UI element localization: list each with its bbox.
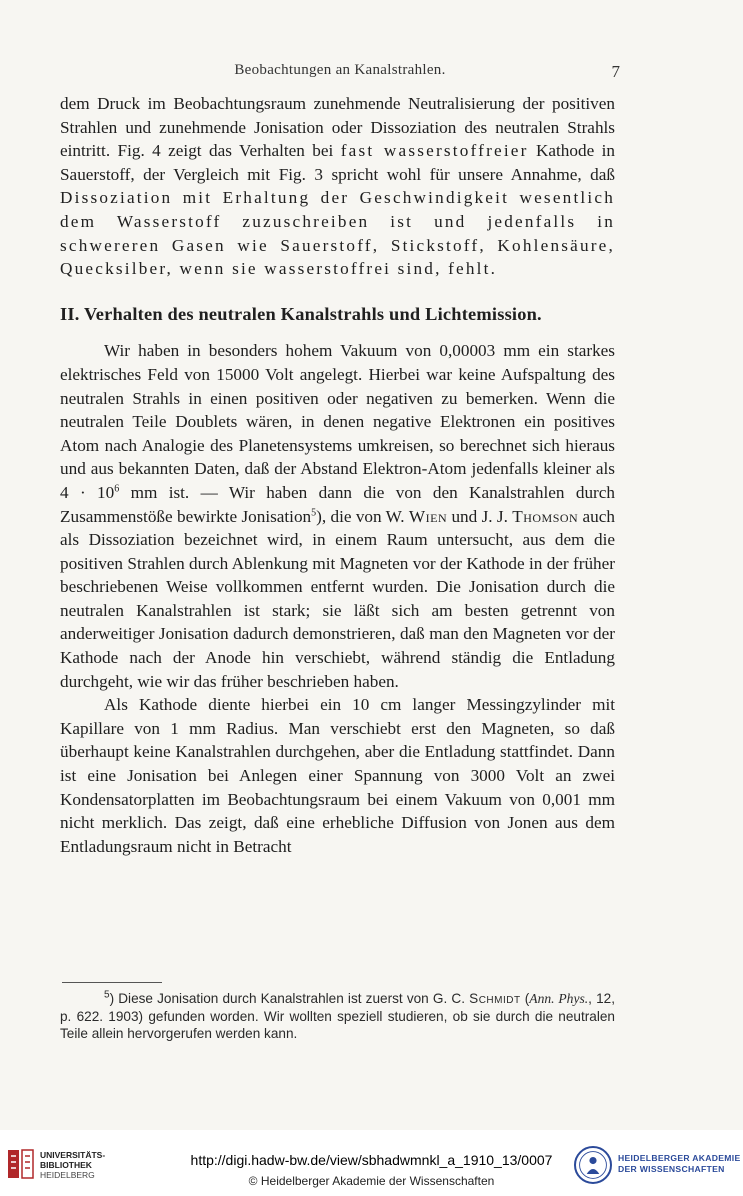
paragraph-2-text-d: und J. J. <box>447 506 513 526</box>
footnote-journal: Ann. Phys. <box>529 991 589 1006</box>
paragraph-1 <box>60 92 615 281</box>
footnote-reference[interactable]: 5 <box>311 506 317 518</box>
academy-logo[interactable] <box>574 1146 742 1186</box>
library-logo-line-2: BIBLIOTHEK <box>40 1160 92 1170</box>
copyright-notice: © Heidelberger Akademie der Wissenschaften <box>248 1174 495 1188</box>
permalink-url[interactable]: http://digi.hadw-bw.de/view/sbhadwmnkl_a_1910_13/0007 <box>190 1152 553 1168</box>
academy-seal-icon <box>574 1146 612 1184</box>
paragraph-1-spaced-a: fast wasserstoffreier <box>340 141 529 161</box>
paragraph-1-spaced-b: Dissoziation mit Erhaltung der Geschwindigkeit wesentlich dem Wasserstoff zuzuschreiben ist und jedenfalls in schwereren Gasen wie Sauerstoff, Stickstoff, Kohlensäure, Quecksilber, wenn sie wasserstoffrei sind, fehlt. <box>60 188 615 279</box>
paragraph-2-text-e: auch als Dissoziation bezeichnet wird, in einem Raum untersucht, aus dem die positiven Strahlen durch Ablenkung mit Magneten vor der Kathode in der früher beschriebenen Weise vollkommen entfernt wurden. Die Jonisation durch die neutralen Kanalstrahlen ist stark; sie läßt sich am besten getrennt von anderweitiger Jonisation dadurch demonstrieren, daß man den Magneten vor der Kathode nach der Anode hin verschiebt, während ständig die Entladung durchgeht, wie wir das früher beschrieben haben. <box>60 506 615 691</box>
author-name-wien: Wien <box>408 506 448 526</box>
section-heading: II. Verhalten des neutralen Kanalstrahls und Lichtemission. <box>60 303 542 324</box>
paragraph-2 <box>60 339 615 693</box>
paragraph-1-text-b: Kathode in Sauerstoff, der Vergleich mit Fig. 3 spricht wohl für unsere Annahme, daß <box>60 141 615 184</box>
paragraph-2-text-a: Wir haben in besonders hohem Vakuum von 0,00003 mm ein starkes elektrisches Feld von 15000 Volt angelegt. Hierbei war keine Aufspaltung des neutralen Strahls in einen positiven oder negativen zu bemerken. Wenn die neutralen Teile Doublets wären, in denen negative Elektronen ein positives Atom nach Analogie des Planetensystems umkreisen, so berechnet sich hieraus und aus bekannten Daten, daß der Abstand Elektron-Atom jedenfalls kleiner als 4 · 10 <box>60 341 615 502</box>
footnote-author-name: Schmidt <box>469 991 521 1006</box>
footnote-text-a: ) Diese Jonisation durch Kanalstrahlen ist zuerst von G. C. <box>109 991 470 1006</box>
paragraph-1-text-a: dem Druck im Beobachtungsraum zunehmende Neutralisierung der positiven Strahlen und zunehmende Jonisation oder Dissoziation des neutralen Strahls eintritt. Fig. 4 zeigt das Verhalten bei <box>60 94 615 161</box>
page-number: 7 <box>611 62 620 81</box>
paragraph-2-text-b: mm ist. — Wir haben dann die von den Kanalstrahlen durch Zusammenstöße bewirkte Jonisation <box>60 482 615 526</box>
footnote-text-c: , 12, p. 622. 1903) gefunden worden. Wir wollten speziell studieren, ob sie durch die neutralen Teile allein hervorgerufen werden kann. <box>60 991 615 1042</box>
footnote-text-b: ( <box>520 991 530 1006</box>
footnote-divider <box>62 982 162 983</box>
footnote <box>60 990 615 1043</box>
academy-logo-line-2: DER WISSENSCHAFTEN <box>618 1164 725 1174</box>
paragraph-2-text-c: ), die von W. <box>316 506 409 526</box>
body-text <box>60 92 615 858</box>
footnote-marker: 5 <box>104 989 110 1001</box>
library-logo-line-3: HEIDELBERG <box>40 1170 95 1180</box>
academy-logo-line-1: HEIDELBERGER AKADEMIE <box>618 1153 741 1163</box>
running-head-title: Beobachtungen an Kanalstrahlen. <box>234 62 446 78</box>
paragraph-3: Als Kathode diente hierbei ein 10 cm langer Messingzylinder mit Kapillare von 1 mm Radius. Man verschiebt erst den Magneten, so daß überhaupt keine Kanalstrahlen durchgehen, aber die Entladung stattfindet. Dann ist eine Jonisation bei Anlegen einer Spannung von 3000 Volt an zwei Kondensatorplatten im Beobachtungsraum bei einem Vakuum von 0,001 mm nicht merklich. Das zeigt, daß eine erhebliche Diffusion von Jonen aus dem Entladungsraum nicht in Betracht <box>60 695 615 856</box>
author-name-thomson: Thomson <box>512 506 579 526</box>
academy-logo-text <box>618 1153 740 1175</box>
exponent: 6 <box>114 483 120 495</box>
library-logo-line-1: UNIVERSITÄTS- <box>40 1150 106 1160</box>
